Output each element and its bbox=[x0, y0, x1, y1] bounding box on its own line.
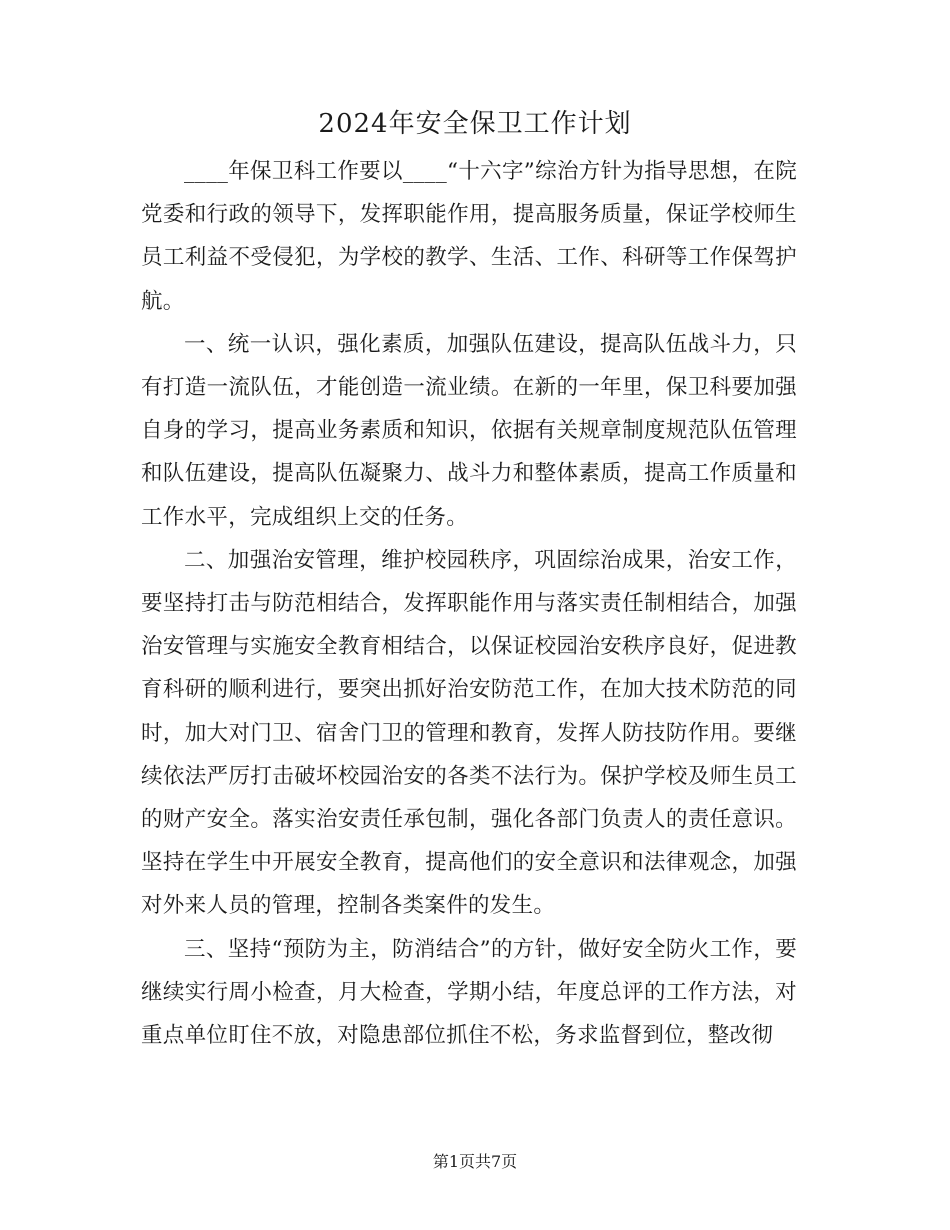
paragraph-section-1: 一、统一认识，强化素质，加强队伍建设，提高队伍战斗力，只有打造一流队伍，才能创造一流业绩。在新的一年里，保卫科要加强自身的学习，提高业务素质和知识，依据有关规章制度规范队伍管理和队伍建设，提高队伍凝聚力、战斗力和整体素质，提高工作质量和工作水平，完成组织上交的任务。 bbox=[141, 331, 797, 530]
document-title: 2024年安全保卫工作计划 bbox=[318, 109, 632, 139]
paragraph-intro: ____年保卫科工作要以____“十六字”综治方针为指导思想，在院党委和行政的领导下，发挥职能作用，提高服务质量，保证学校师生员工利益不受侵犯，为学校的教学、生活、工作、科研等工作保驾护航。 bbox=[141, 159, 797, 314]
document-body bbox=[141, 150, 797, 1057]
paragraph-section-2: 二、加强治安管理，维护校园秩序，巩固综治成果，治安工作，要坚持打击与防范相结合，发挥职能作用与落实责任制相结合，加强治安管理与实施安全教育相结合，以保证校园治安秩序良好，促进教育科研的顺利进行，要突出抓好治安防范工作，在加大技术防范的同时，加大对门卫、宿舍门卫的管理和教育，发挥人防技防作用。要继续依法严厉打击破坏校园治安的各类不法行为。保护学校及师生员工的财产安全。落实治安责任承包制，强化各部门负责人的责任意识。坚持在学生中开展安全教育，提高他们的安全意识和法律观念，加强对外来人员的管理，控制各类案件的发生。 bbox=[141, 547, 797, 919]
paragraph-section-3: 三、坚持“预防为主，防消结合”的方针，做好安全防火工作，要继续实行周小检查，月大检查，学期小结，年度总评的工作方法，对重点单位盯住不放，对隐患部位抓住不松，务求监督到位，整改彻 bbox=[141, 936, 797, 1049]
page-number: 第1页共7页 bbox=[432, 1152, 518, 1171]
